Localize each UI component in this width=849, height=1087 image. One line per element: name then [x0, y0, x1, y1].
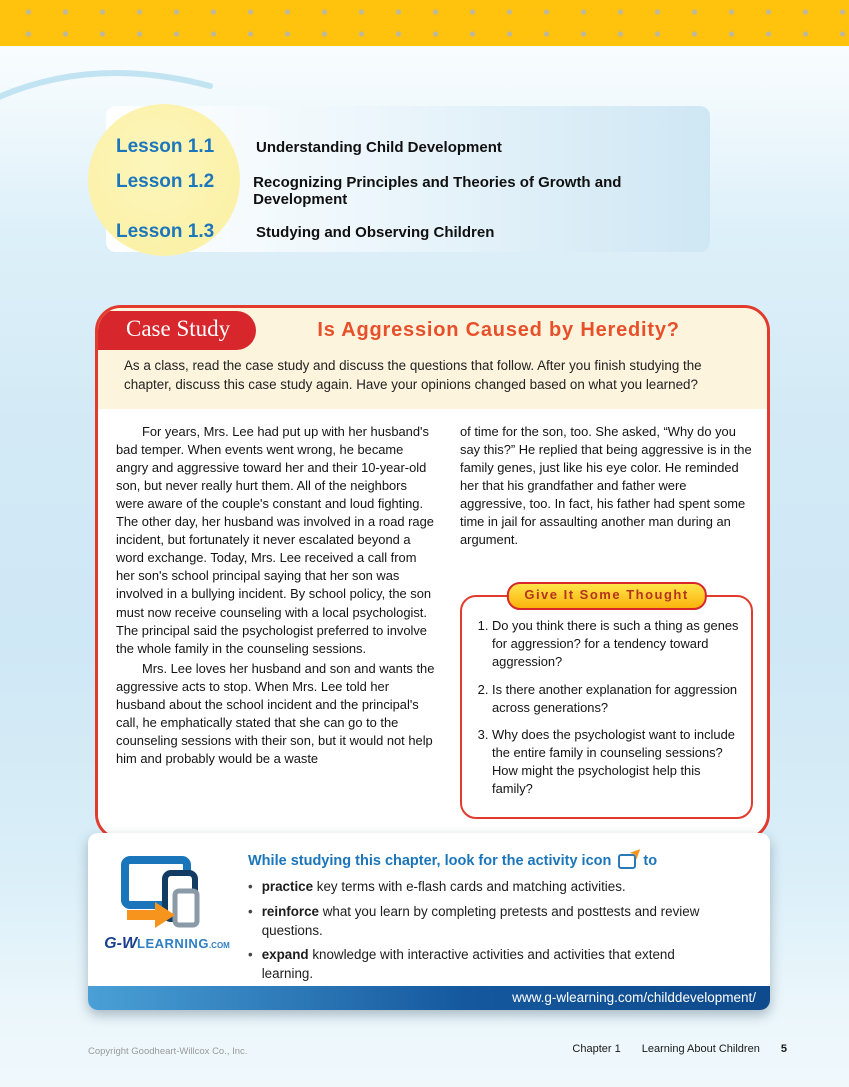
give-it-some-thought-section [460, 587, 753, 819]
website-url-bar: www.g-wlearning.com/childdevelopment/ [88, 986, 770, 1010]
bullet-item [248, 878, 718, 897]
case-study-body [98, 409, 767, 837]
activity-bullet-list [248, 878, 750, 984]
lesson-title: Recognizing Principles and Theories of Growth and Development [253, 174, 622, 208]
footer-copyright: Copyright Goodheart-Willcox Co., Inc. [88, 1046, 248, 1057]
lesson-number: Lesson 1.1 [116, 136, 215, 157]
question-item: 3. Why does the psychologist want to include the entire family in counseling sessions? How might the psychologist help this family? [492, 726, 743, 798]
case-study-header [98, 308, 767, 352]
activity-heading [248, 853, 750, 869]
bullet-item [248, 903, 718, 941]
activity-heading-suffix: to [643, 853, 658, 869]
bullet-icon: • [248, 879, 253, 894]
question-item: 2. Is there another explanation for aggression across generations? [492, 681, 743, 717]
bullet-icon: • [248, 903, 253, 919]
give-it-some-thought-badge: Give It Some Thought [506, 582, 706, 609]
lesson-list [116, 136, 710, 256]
bullet-text [262, 878, 626, 897]
case-study-title: Is Aggression Caused by Heredity? [317, 318, 680, 341]
case-study-box [95, 305, 770, 840]
questions-box [460, 595, 753, 819]
lesson-row [116, 221, 710, 243]
lesson-row [116, 171, 710, 208]
case-study-paragraph: For years, Mrs. Lee had put up with her husband's bad temper. When events went wrong, he became angry and aggressive toward her and their 10-year-old son, but never really hurt them. All of the neighbors were aware of the couple's constant and loud fighting. The other day, her husband was involved in a road rage incident, but fortunately it never escalated beyond a word exchange. Today, Mrs. Lee received a call from her son's school principal saying that her son was involved in a bullying incident. By school policy, the son must now receive counseling with a local psychologist. The principal said the psychologist preferred to involve the whole family in the counseling sessions. [116, 423, 434, 656]
footer-page-info [572, 1043, 787, 1055]
case-study-intro: As a class, read the case study and discuss the questions that follow. After you finish studying the chapter, discuss this case study again. Have your opinions changed based on what you learned? [124, 358, 702, 393]
case-study-column-right [460, 423, 753, 819]
lesson-row [116, 136, 710, 158]
gw-logo-com: .COM [208, 941, 230, 950]
gw-logo-gw: G-W [104, 935, 138, 952]
top-banner-dot-pattern [0, 0, 849, 46]
gw-logo [88, 833, 246, 1010]
activity-external-link-icon [618, 854, 636, 869]
bullet-text [262, 946, 718, 984]
footer-chapter: Chapter 1 [572, 1043, 621, 1055]
case-study-badge: Case Study [98, 311, 256, 350]
footer-section: Learning About Children [641, 1043, 760, 1055]
bullet-keyword: expand [261, 947, 309, 963]
bullet-rest: what you learn by completing pretests and posttests and review questions. [261, 903, 700, 938]
lesson-title: Studying and Observing Children [256, 224, 495, 241]
activity-heading-text: While studying this chapter, look for the activity icon [248, 853, 612, 869]
gw-logo-learning: LEARNING [137, 936, 209, 951]
lessons-section [88, 100, 710, 258]
question-list [466, 617, 743, 798]
case-study-paragraph: Mrs. Lee loves her husband and son and wants the aggressive acts to stop. When Mrs. Lee told her husband about the school incident and the principal's call, he emphatically stated that she can go to the counseling sessions with their son, but it would not help him and probably would be a waste [116, 660, 435, 766]
gw-logo-text [104, 935, 230, 953]
activity-box [88, 833, 770, 1010]
gw-logo-icon [119, 855, 215, 933]
activity-content [246, 833, 770, 1010]
lesson-title: Understanding Child Development [256, 139, 502, 156]
bullet-keyword: practice [261, 879, 314, 894]
lesson-number: Lesson 1.2 [116, 171, 215, 192]
lesson-number: Lesson 1.3 [116, 221, 215, 242]
bullet-item [248, 946, 718, 984]
case-study-header-area [98, 308, 767, 409]
case-study-column-left [116, 423, 438, 819]
bullet-icon: • [248, 947, 253, 963]
footer-page-number: 5 [780, 1043, 787, 1055]
bullet-rest: key terms with e-flash cards and matching activities. [313, 879, 626, 894]
question-item: 1. Do you think there is such a thing as genes for aggression? for a tendency toward aggression? [492, 617, 743, 671]
case-study-paragraph: of time for the son, too. She asked, “Why do you say this?” He replied that being aggressive is in the family genes, just like his eye color. He reminded her that his grandfather and father were aggressive, too. In fact, his father had spent some time in jail for assaulting another man during an argument. [460, 423, 752, 548]
bullet-text [262, 903, 718, 941]
bullet-keyword: reinforce [261, 903, 320, 919]
bullet-rest: knowledge with interactive activities and activities that extend learning. [261, 947, 675, 982]
